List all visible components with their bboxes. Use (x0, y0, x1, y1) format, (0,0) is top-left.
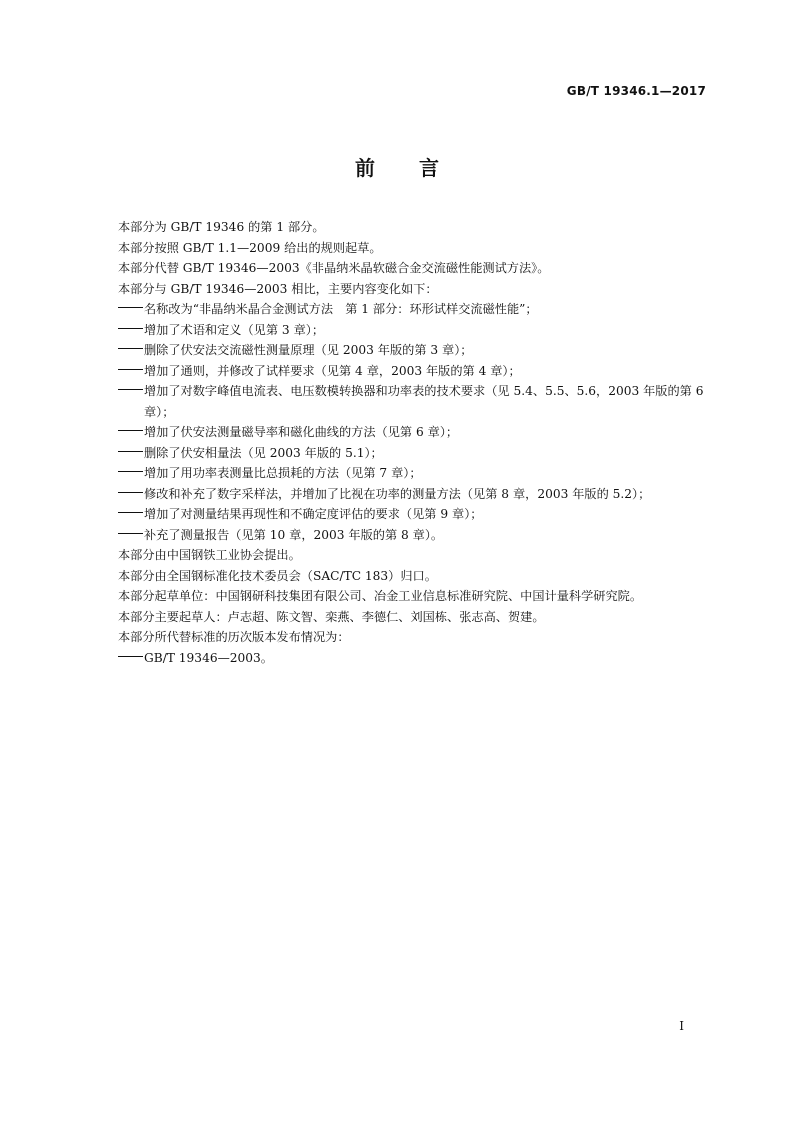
paragraph: 本部分由中国钢铁工业协会提出。 (118, 548, 301, 562)
list-item: 删除了伏安相量法（见 2003 年版的 5.1）； (118, 443, 708, 464)
standard-code: GB/T 19346.1—2017 (566, 84, 706, 98)
list-item: 删除了伏安法交流磁性测量原理（见 2003 年版的第 3 章）； (118, 340, 708, 361)
list-item: 补充了测量报告（见第 10 章，2003 年版的第 8 章）。 (118, 525, 708, 546)
dash-marker (118, 299, 144, 320)
list-item: 名称改为“非晶纳米晶合金测试方法 第 1 部分：环形试样交流磁性能”； (118, 299, 708, 320)
paragraph: 本部分按照 GB/T 1.1—2009 给出的规则起草。 (118, 240, 382, 255)
list-item: 增加了对数字峰值电流表、电压数模转换器和功率表的技术要求（见 5.4、5.5、5.6，2003 年版的第 6 章）； (118, 381, 708, 422)
dash-marker (118, 320, 144, 341)
dash-marker (118, 443, 144, 464)
paragraph: 本部分代替 GB/T 19346—2003《非晶纳米晶软磁合金交流磁性能测试方法》。 (118, 261, 550, 275)
dash-marker (118, 648, 144, 669)
dash-marker (118, 381, 144, 422)
list-item: 增加了对测量结果再现性和不确定度评估的要求（见第 9 章）； (118, 504, 708, 525)
paragraph: 本部分所代替标准的历次版本发布情况为： (118, 630, 350, 644)
paragraph: 本部分主要起草人：卢志超、陈文智、栾燕、李德仁、刘国栋、张志高、贺建。 (118, 609, 545, 624)
dash-marker (118, 422, 144, 443)
dash-marker (118, 525, 144, 546)
paragraph: 本部分由全国钢标准化技术委员会（SAC/TC 183）归口。 (118, 568, 437, 583)
list-item: 修改和补充了数字采样法，并增加了比视在功率的测量方法（见第 8 章，2003 年版的 5.2）； (118, 484, 708, 505)
list-item: GB/T 19346—2003。 (118, 648, 708, 669)
list-item: 增加了术语和定义（见第 3 章）； (118, 320, 708, 341)
dash-marker (118, 484, 144, 505)
page-number: I (679, 1019, 684, 1033)
paragraph: 本部分起草单位：中国钢研科技集团有限公司、冶金工业信息标准研究院、中国计量科学研究院。 (118, 589, 643, 603)
list-item: 增加了伏安法测量磁导率和磁化曲线的方法（见第 6 章）； (118, 422, 708, 443)
dash-marker (118, 504, 144, 525)
list-item: 增加了用功率表测量比总损耗的方法（见第 7 章）； (118, 463, 708, 484)
dash-marker (118, 463, 144, 484)
list-item: 增加了通则，并修改了试样要求（见第 4 章，2003 年版的第 4 章）； (118, 361, 708, 382)
dash-marker (118, 340, 144, 361)
page-title: 前言 (355, 156, 483, 180)
dash-marker (118, 361, 144, 382)
foreword-body (118, 217, 708, 668)
paragraph: 本部分为 GB/T 19346 的第 1 部分。 (118, 220, 325, 234)
paragraph: 本部分与 GB/T 19346—2003 相比，主要内容变化如下： (118, 281, 438, 296)
